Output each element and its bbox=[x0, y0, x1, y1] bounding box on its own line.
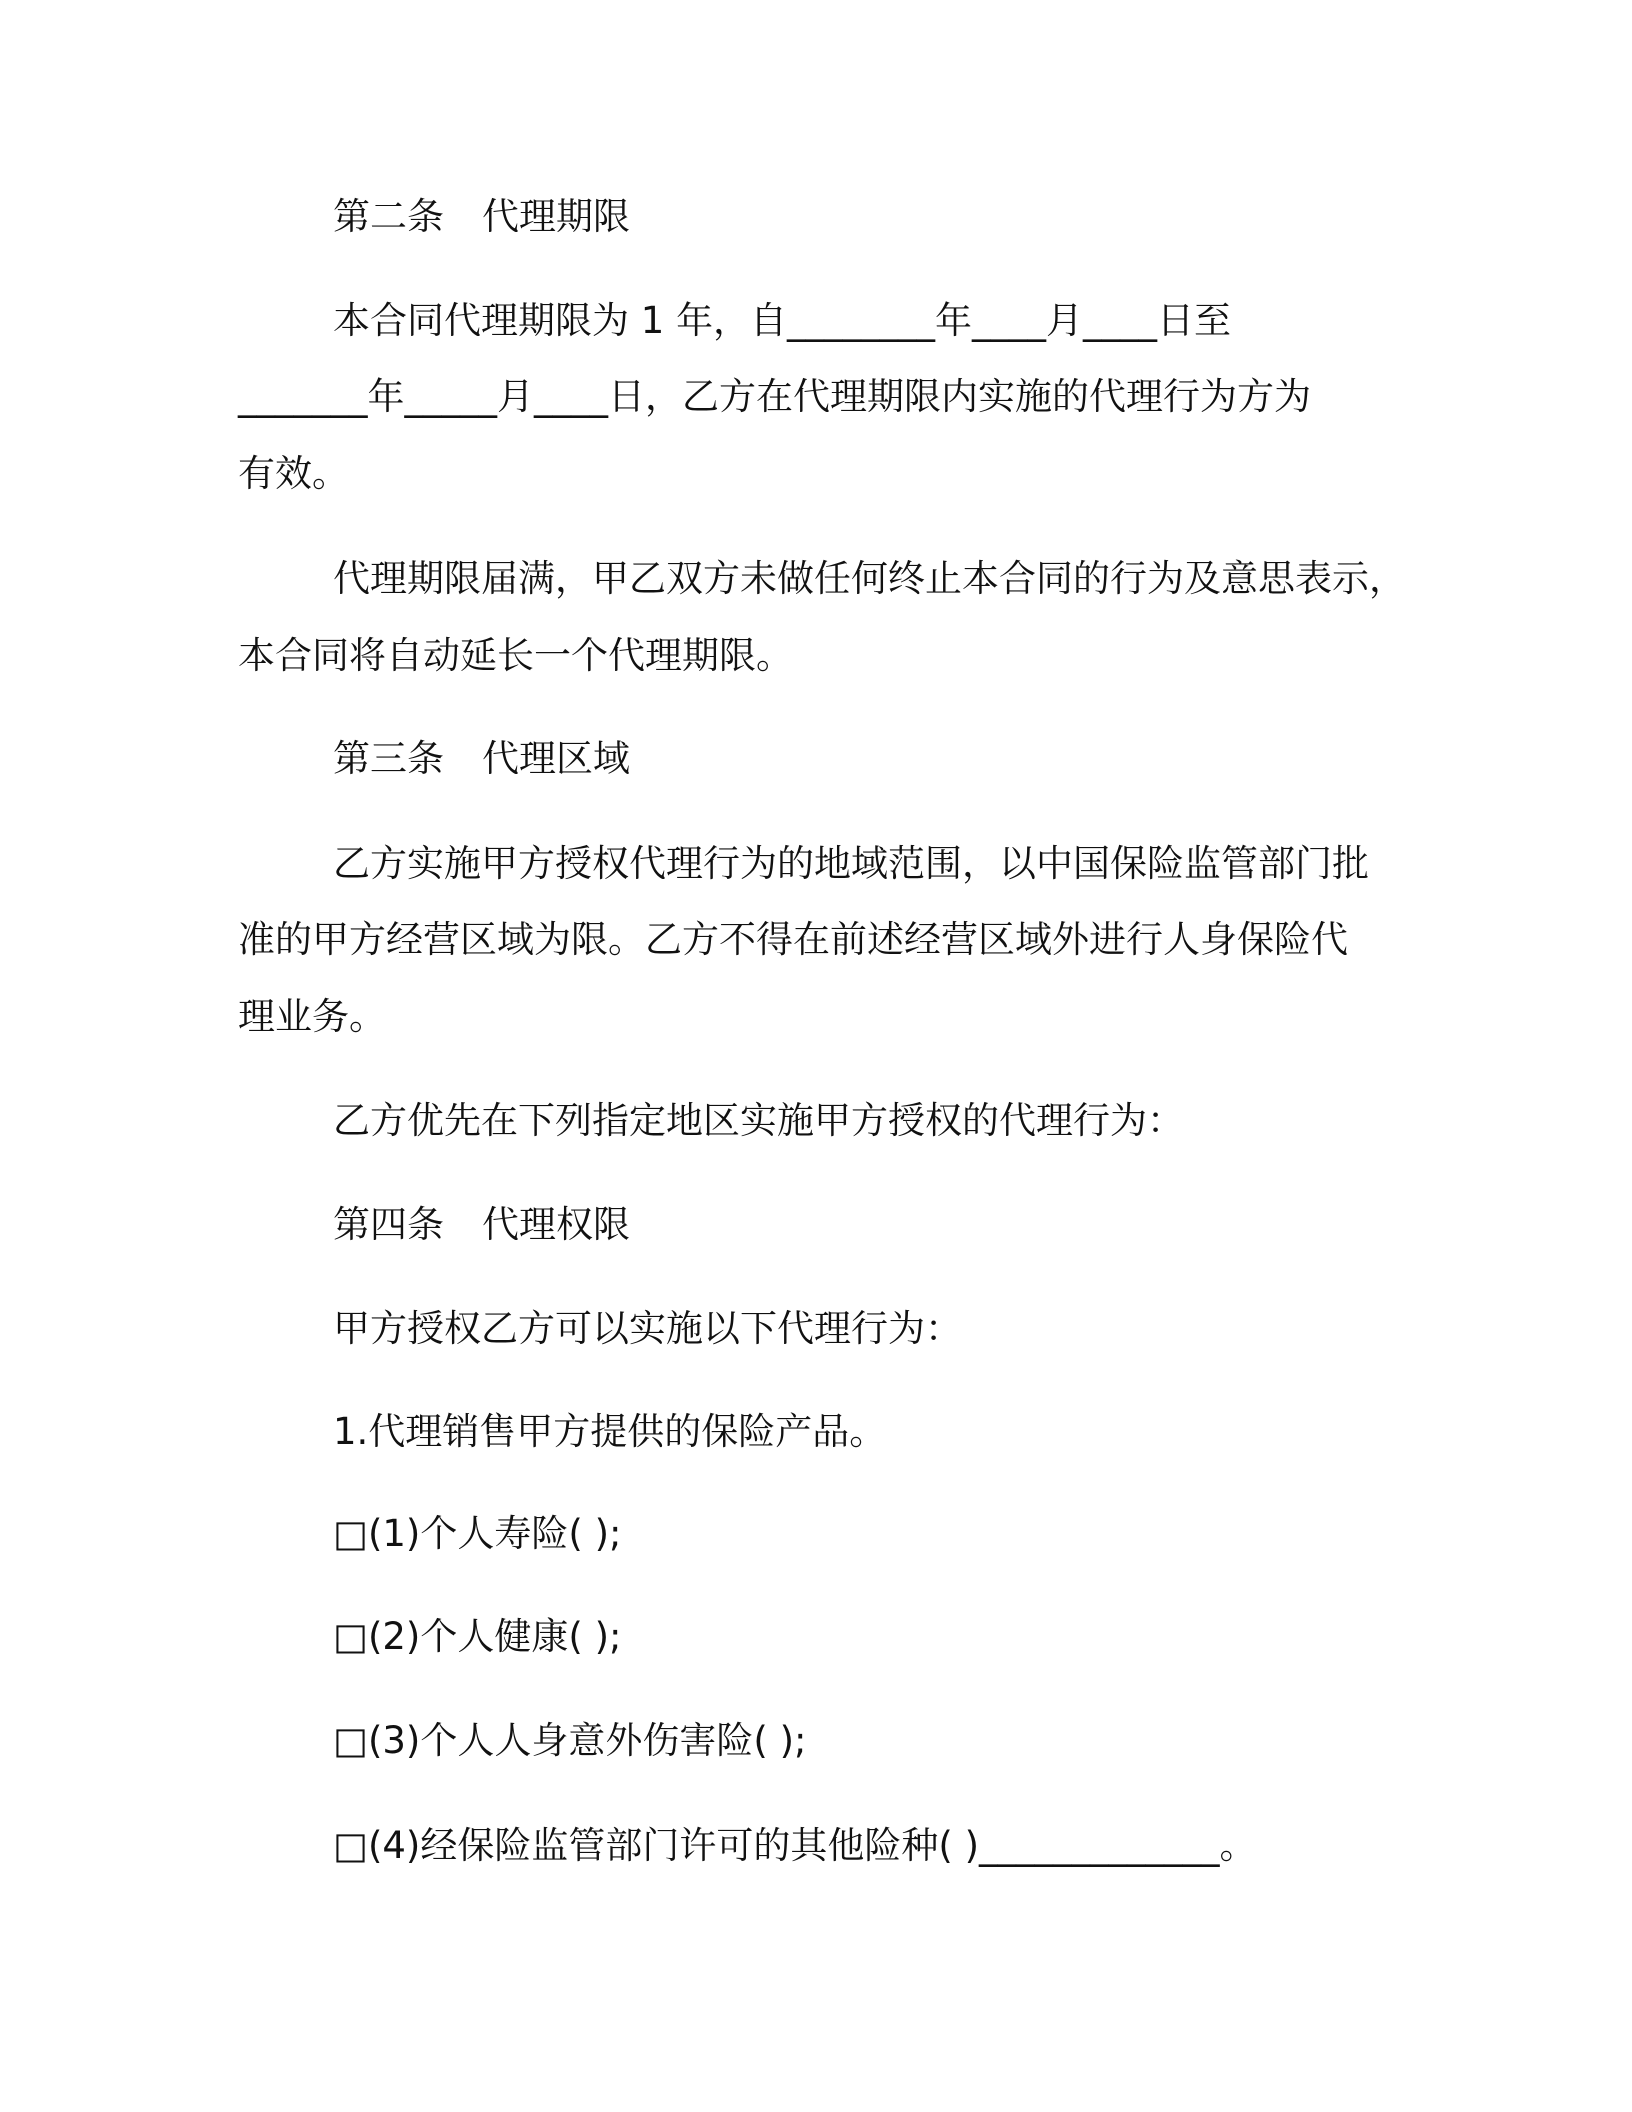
article-3-paragraph-1-line-3: 理业务。 bbox=[238, 995, 386, 1038]
article-4-heading bbox=[333, 1203, 630, 1246]
checkbox-option-3: □(3)个人人身意外伤害险( ); bbox=[333, 1719, 807, 1762]
article-3-paragraph-1-line-2: 准的甲方经营区域为限。乙方不得在前述经营区域外进行人身保险代 bbox=[238, 918, 1348, 961]
article-3-title: 代理区域 bbox=[482, 737, 630, 780]
article-3-heading bbox=[333, 737, 630, 780]
article-2-paragraph-1-line-2: _______年_____月____日，乙方在代理期限内实施的代理行为方为 bbox=[238, 375, 1311, 418]
article-4-intro: 甲方授权乙方可以实施以下代理行为： bbox=[333, 1307, 962, 1350]
article-3-paragraph-2-line-1: 乙方优先在下列指定地区实施甲方授权的代理行为： bbox=[333, 1099, 1184, 1142]
article-2-paragraph-2-line-2: 本合同将自动延长一个代理期限。 bbox=[238, 634, 793, 677]
checkbox-option-4: □(4)经保险监管部门许可的其他险种( )_____________。 bbox=[333, 1824, 1257, 1867]
article-2-paragraph-1-line-1: 本合同代理期限为 1 年，自________年____月____日至 bbox=[333, 299, 1232, 342]
article-4-item-1: 1.代理销售甲方提供的保险产品。 bbox=[333, 1410, 887, 1453]
checkbox-option-2: □(2)个人健康( ); bbox=[333, 1615, 622, 1658]
article-4-number: 第四条 bbox=[333, 1203, 444, 1246]
article-2-paragraph-1-line-3: 有效。 bbox=[238, 452, 349, 495]
article-2-title: 代理期限 bbox=[482, 195, 630, 238]
article-3-number: 第三条 bbox=[333, 737, 444, 780]
article-4-title: 代理权限 bbox=[482, 1203, 630, 1246]
article-2-paragraph-2-line-1: 代理期限届满，甲乙双方未做任何终止本合同的行为及意思表示， bbox=[333, 557, 1406, 600]
checkbox-option-1: □(1)个人寿险( ); bbox=[333, 1512, 622, 1555]
article-2-heading bbox=[333, 195, 630, 238]
article-2-number: 第二条 bbox=[333, 195, 444, 238]
article-3-paragraph-1-line-1: 乙方实施甲方授权代理行为的地域范围，以中国保险监管部门批 bbox=[333, 842, 1369, 885]
